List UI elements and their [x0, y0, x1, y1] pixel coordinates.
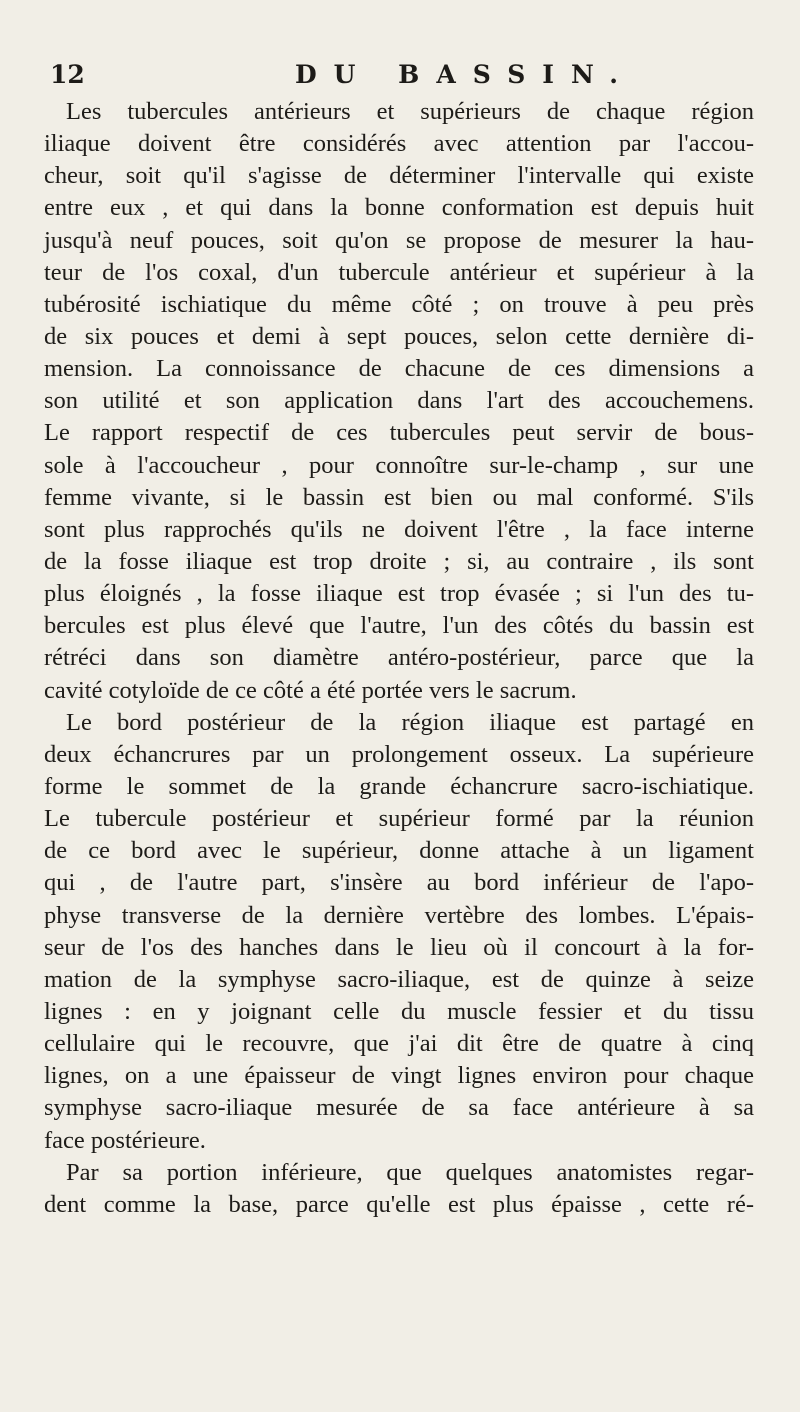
text-line: symphyse sacro-iliaque mesurée de sa face antérieure à sa: [44, 1094, 754, 1122]
text-line: deux échancrures par un prolongement osseux. La supérieure: [44, 740, 754, 768]
text-line: tubérosité ischiatique du même côté ; on trouve à peu près: [44, 290, 754, 318]
page-header: [50, 58, 750, 92]
text-line: rétréci dans son diamètre antéro-postérieur, parce que la: [44, 644, 754, 672]
text-line: Par sa portion inférieure, que quelques anatomistes regar-: [66, 1158, 754, 1186]
text-line: face postérieure.: [44, 1126, 206, 1154]
text-line: iliaque doivent être considérés avec attention par l'accou-: [44, 130, 754, 158]
text-line: mation de la symphyse sacro-iliaque, est de quinze à seize: [44, 965, 754, 993]
text-line: dent comme la base, parce qu'elle est plus épaisse , cette ré-: [44, 1190, 754, 1218]
text-line: cavité cotyloïde de ce côté a été portée vers le sacrum.: [44, 676, 577, 704]
text-line: cheur, soit qu'il s'agisse de déterminer l'intervalle qui existe: [44, 162, 754, 190]
text-line: Les tubercules antérieurs et supérieurs de chaque région: [66, 98, 754, 125]
body-text: [44, 96, 754, 1221]
text-line: de la fosse iliaque est trop droite ; si, au contraire , ils sont: [44, 547, 754, 575]
text-line: cellulaire qui le recouvre, que j'ai dit être de quatre à cinq: [44, 1030, 754, 1058]
text-line: bercules est plus élevé que l'autre, l'un des côtés du bassin est: [44, 612, 754, 640]
text-line: de ce bord avec le supérieur, donne attache à un ligament: [44, 837, 754, 865]
text-line: sole à l'accoucheur , pour connoître sur-le-champ , sur une: [44, 451, 754, 479]
text-line: lignes : en y joignant celle du muscle fessier et du tissu: [44, 997, 754, 1025]
running-title: DU BASSIN.: [295, 60, 635, 89]
text-line: de six pouces et demi à sept pouces, selon cette dernière di-: [44, 322, 754, 350]
text-line: son utilité et son application dans l'art des accouchemens.: [44, 387, 754, 415]
text-line: qui , de l'autre part, s'insère au bord inférieur de l'apo-: [44, 869, 754, 897]
text-line: sont plus rapprochés qu'ils ne doivent l'être , la face interne: [44, 515, 754, 543]
text-line: lignes, on a une épaisseur de vingt lignes environ pour chaque: [44, 1062, 754, 1090]
page-number: 12: [50, 60, 85, 89]
text-line: femme vivante, si le bassin est bien ou mal conformé. S'ils: [44, 483, 754, 511]
text-line: Le tubercule postérieur et supérieur formé par la réunion: [44, 805, 754, 833]
text-line: plus éloignés , la fosse iliaque est trop évasée ; si l'un des tu-: [44, 580, 754, 608]
text-line: seur de l'os des hanches dans le lieu où il concourt à la for-: [44, 933, 754, 961]
text-line: Le rapport respectif de ces tubercules peut servir de bous-: [44, 419, 754, 447]
text-line: jusqu'à neuf pouces, soit qu'on se propose de mesurer la hau-: [44, 226, 754, 254]
text-line: Le bord postérieur de la région iliaque est partagé en: [66, 708, 754, 736]
text-line: entre eux , et qui dans la bonne conformation est depuis huit: [44, 194, 754, 222]
text-line: forme le sommet de la grande échancrure sacro-ischiatique.: [44, 772, 754, 800]
text-line: physe transverse de la dernière vertèbre des lombes. L'épais-: [44, 901, 754, 929]
text-line: teur de l'os coxal, d'un tubercule antérieur et supérieur à la: [44, 258, 754, 286]
text-line: mension. La connoissance de chacune de ces dimensions a: [44, 355, 754, 383]
